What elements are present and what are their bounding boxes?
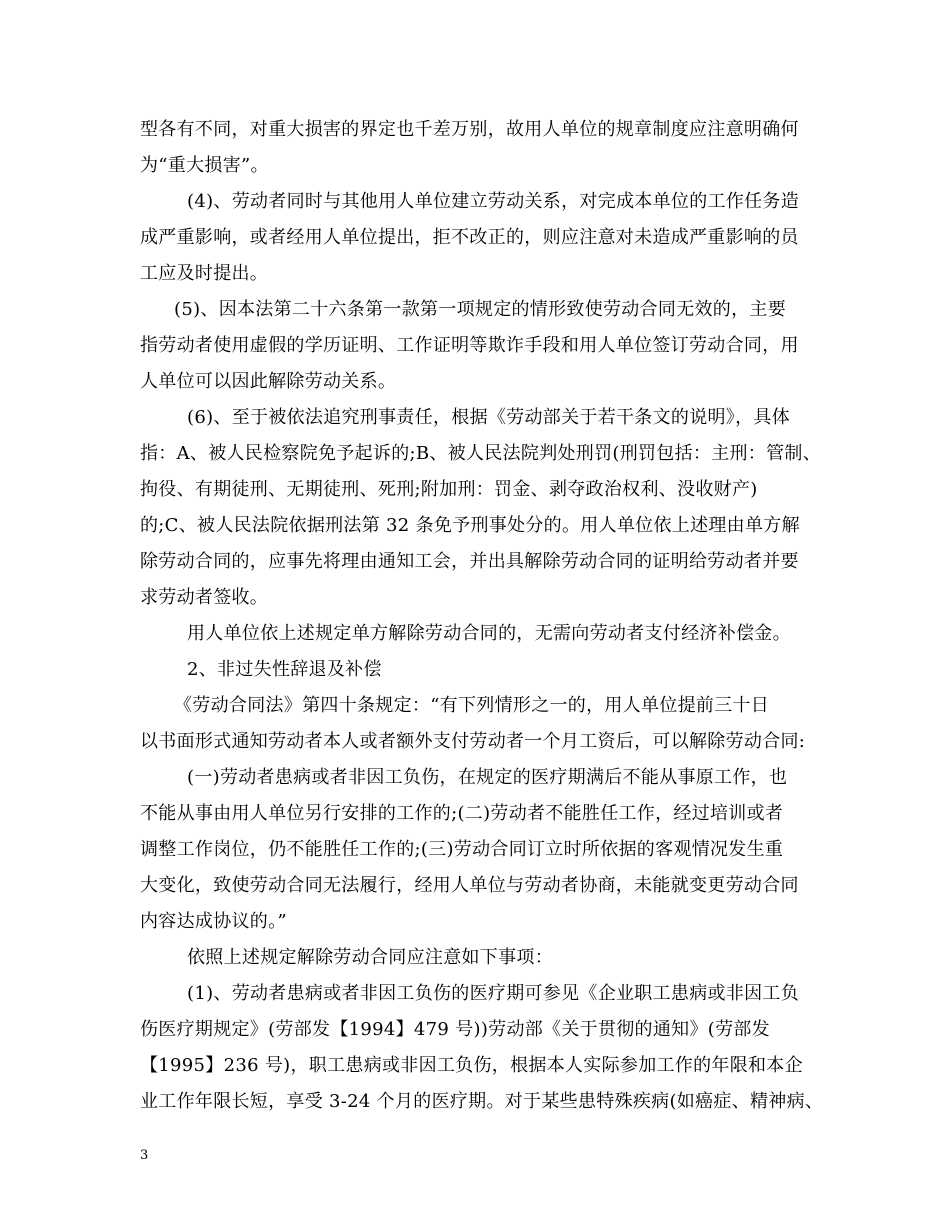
text-line: 指劳动者使用虚假的学历证明、工作证明等欺诈手段和用人单位签订劳动合同，用	[140, 335, 799, 356]
text-line: 工应及时提出。	[140, 263, 269, 284]
text-line: 以书面形式通知劳动者本人或者额外支付劳动者一个月工资后，可以解除劳动合同:	[140, 731, 806, 752]
text-line: 的;C、被人民法院依据刑法第 32 条免予刑事处分的。用人单位依上述理由单方解	[140, 515, 800, 536]
text-line: 拘役、有期徒刑、无期徒刑、死刑;附加刑：罚金、剥夺政治权利、没收财产)	[140, 479, 758, 500]
text-line: 《劳动合同法》第四十条规定：“有下列情形之一的，用人单位提前三十日	[174, 695, 770, 716]
text-line: 依照上述规定解除劳动合同应注意如下事项：	[187, 947, 553, 968]
text-line: 大变化，致使劳动合同无法履行，经用人单位与劳动者协商，未能就变更劳动合同	[140, 875, 799, 896]
page-number: 3	[140, 1148, 149, 1163]
text-line: (一)劳动者患病或者非因工负伤，在规定的医疗期满后不能从事原工作，也	[187, 767, 788, 788]
text-line: 伤医疗期规定》(劳部发【1994】479 号))劳动部《关于贯彻的通知》(劳部发	[140, 1019, 770, 1040]
text-line: 【1995】236 号)，职工患病或非因工负伤，根据本人实际参加工作的年限和本企	[140, 1055, 803, 1076]
text-line: 型各有不同，对重大损害的界定也千差万别，故用人单位的规章制度应注意明确何	[140, 119, 799, 140]
section-heading: 2、非过失性辞退及补偿	[187, 659, 382, 680]
text-line: (5)、因本法第二十六条第一款第一项规定的情形致使劳动合同无效的，主要	[174, 299, 786, 320]
text-line: (6)、至于被依法追究刑事责任，根据《劳动部关于若干条文的说明》，具体	[187, 407, 790, 428]
text-line: 人单位可以因此解除劳动关系。	[140, 371, 397, 392]
text-line: 调整工作岗位，仍不能胜任工作的;(三)劳动合同订立时所依据的客观情况发生重	[140, 839, 784, 860]
text-line: 业工作年限长短，享受 3-24 个月的医疗期。对于某些患特殊疾病(如癌症、精神病、	[140, 1091, 824, 1112]
text-line: 指：A、被人民检察院免予起诉的;B、被人民法院判处刑罚(刑罚包括：主刑：管制、	[140, 443, 822, 464]
text-line: 用人单位依上述规定单方解除劳动合同的，无需向劳动者支付经济补偿金。	[187, 623, 791, 644]
text-line: 除劳动合同的，应事先将理由通知工会，并出具解除劳动合同的证明给劳动者并要	[140, 551, 799, 572]
text-line: 内容达成协议的。”	[140, 911, 287, 932]
text-line: (1)、劳动者患病或者非因工负伤的医疗期可参见《企业职工患病或非因工负	[187, 983, 799, 1004]
text-line: 不能从事由用人单位另行安排的工作的;(二)劳动者不能胜任工作，经过培训或者	[140, 803, 784, 824]
text-line: 成严重影响，或者经用人单位提出，拒不改正的，则应注意对未造成严重影响的员	[140, 227, 799, 248]
text-line: (4)、劳动者同时与其他用人单位建立劳动关系，对完成本单位的工作任务造	[187, 191, 799, 212]
text-line: 为“重大损害”。	[140, 155, 269, 176]
text-line: 求劳动者签收。	[140, 587, 269, 608]
